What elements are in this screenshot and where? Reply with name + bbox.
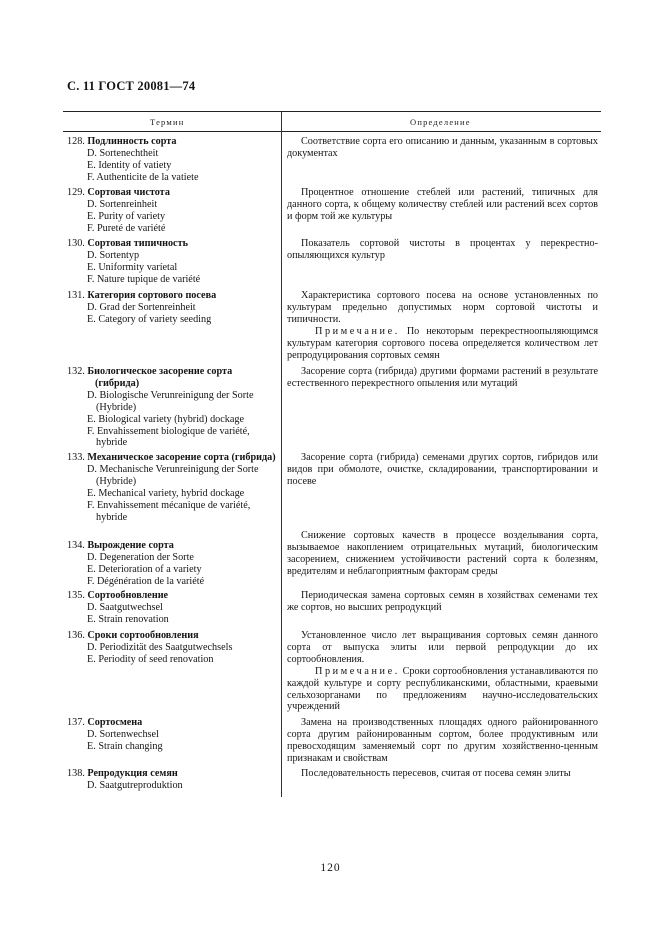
term-translation: D. Sortentyp: [87, 249, 140, 261]
term-cell: [67, 630, 277, 666]
term-translation: F. Pureté de variété: [87, 222, 166, 234]
term-cell: [67, 187, 277, 235]
term-translation: F. Envahissement biologique de variété, hybride: [87, 425, 250, 449]
term-cell: [67, 136, 277, 184]
term-russian-text: Вырождение сорта: [87, 540, 174, 551]
definition-text: Соответствие сорта его описанию и данным, указанным в сортовых документах: [287, 136, 598, 159]
definition-cell: [287, 238, 598, 262]
term-translation: E. Strain changing: [87, 740, 163, 752]
term-translation: F. Envahissement mécanique de variété, hybride: [87, 499, 251, 523]
table-header-rule: [63, 131, 601, 132]
definition-cell: [287, 187, 598, 223]
term-russian: [67, 768, 277, 780]
definition-text: Характеристика сортового посева на основе установленных по культурам предельно допустимых норм сортовой чистоты и типичности.: [287, 290, 598, 325]
note-paragraph: [287, 326, 598, 362]
term-translation: E. Uniformity varíetal: [87, 261, 178, 273]
definition-text: Установленное число лет выращивания сортовых семян данного сорта от выпуска элиты или первой репродукции до их сортообновления.: [287, 630, 598, 665]
term-translation: D. Grad der Sortenreinheit: [87, 301, 196, 313]
term-russian-text: Сортосмена: [87, 717, 143, 728]
definition-cell: [287, 768, 598, 780]
note-text: По некоторым перекрестноопыляющимся культурам категория сортового посева определяется количеством лет репродуцирования сортовых семян: [287, 325, 599, 361]
term-russian: [67, 187, 277, 199]
term-number: 137.: [67, 717, 85, 728]
term-russian: [67, 717, 277, 729]
term-russian-text: Биологическое засорение сорта (гибрида): [87, 366, 233, 389]
column-header-definition: Определение: [410, 117, 471, 127]
term-translation: D. Degeneration der Sorte: [87, 551, 194, 563]
term-number: 135.: [67, 590, 85, 601]
page-header: С. 11 ГОСТ 20081—74: [67, 79, 196, 93]
term-number: 132.: [67, 366, 85, 377]
definition-cell: [287, 136, 598, 160]
column-header-term: Термин: [150, 117, 185, 127]
term-russian-text: Сортообновление: [87, 590, 169, 601]
term-number: 129.: [67, 187, 85, 198]
term-russian: [67, 452, 277, 464]
term-translation: E. Strain renovation: [87, 613, 169, 625]
term-translation: F. Authenticite de la vatiete: [87, 171, 199, 183]
definition-text: Последовательность пересевов, считая от посева семян элиты: [301, 768, 571, 779]
term-translation: E. Identity of vatiety: [87, 159, 172, 171]
term-translation: F. Dégénération de la variété: [87, 575, 205, 587]
column-divider: [281, 112, 282, 797]
term-translation: E. Purity of variety: [87, 210, 166, 222]
definition-cell: [287, 290, 598, 361]
term-russian: [67, 630, 277, 642]
term-translation: D. Sortenechtheit: [87, 147, 159, 159]
term-translation: E. Deterioration of a variety: [87, 563, 202, 575]
term-translation: D. Biologische Verunreinigung der Sorte (Hybride): [87, 389, 254, 413]
term-russian-text: Сроки сортообновления: [87, 630, 199, 641]
note-paragraph: [287, 666, 598, 714]
term-translation: E. Category of variety seeding: [87, 313, 212, 325]
term-russian-text: Механическое засорение сорта (гибрида): [87, 452, 276, 463]
term-cell: [67, 590, 277, 626]
term-russian-text: Подлинность сорта: [87, 136, 177, 147]
term-russian-text: Сортовая чистота: [87, 187, 170, 198]
definition-text: Засорение сорта (гибрида) семенами других сортов, гибридов или видов при обмолоте, очистке, складировании, транспортировании и посеве: [287, 452, 598, 487]
definition-cell: [287, 366, 598, 390]
term-translation: D. Saatgutreproduktion: [87, 779, 183, 791]
definition-cell: [287, 530, 598, 578]
term-cell: [67, 366, 277, 449]
term-translation: D. Sortenreinheit: [87, 198, 158, 210]
definition-text: Процентное отношение стеблей или растений, типичных для данного сорта, к общему количеству стеблей или растений всех сортов и форм той же культуры: [287, 187, 598, 222]
note-text: Сроки сортообновления устанавливаются по каждой культуре и сорту республиканскими, областными, краевыми сельхозорганами по предложениям научно-исследовательских учреждений: [287, 665, 598, 713]
term-cell: [67, 290, 277, 326]
term-cell: [67, 238, 277, 286]
term-translation: D. Sortenwechsel: [87, 728, 159, 740]
definition-cell: [287, 630, 598, 713]
term-cell: [67, 452, 277, 523]
term-translation: D. Saatgutwechsel: [87, 601, 163, 613]
term-translation: E. Biological variety (hybrid) dockage: [87, 413, 245, 425]
term-russian: [67, 136, 277, 148]
term-cell: [67, 768, 277, 792]
term-translation: D. Periodizität des Saatgutwechsels: [87, 641, 233, 653]
term-russian: [67, 290, 277, 302]
page-number: 120: [320, 862, 341, 874]
definition-cell: [287, 590, 598, 614]
term-translation: E. Mechanical variety, hybrid dockage: [87, 487, 245, 499]
term-russian: [67, 590, 277, 602]
note-label: Примечание.: [315, 325, 400, 337]
term-russian: [67, 366, 277, 390]
term-russian-text: Категория сортового посева: [87, 290, 217, 301]
definition-text: Снижение сортовых качеств в процессе возделывания сорта, вызываемое накоплением отрицательных мутаций, биологическим засорением, снижением устойчивости растений сорта к болезням, вредителям и неблагоприятным факторам среды: [287, 530, 598, 577]
term-cell: [67, 540, 277, 588]
term-number: 138.: [67, 768, 85, 779]
definition-cell: [287, 452, 598, 488]
term-number: 136.: [67, 630, 85, 641]
term-translation: D. Mechanische Verunreinigung der Sorte (Hybride): [87, 463, 259, 487]
term-translation: E. Periodity of seed renovation: [87, 653, 214, 665]
term-number: 130.: [67, 238, 85, 249]
definition-text: Засорение сорта (гибрида) другими формами растений в результате естественного перекрестного опыления или мутаций: [287, 366, 598, 389]
definition-text: Показатель сортовой чистоты в процентах у перекрестно-опыляющихся культур: [287, 238, 598, 261]
term-russian-text: Репродукция семян: [87, 768, 178, 779]
term-number: 134.: [67, 540, 85, 551]
term-russian: [67, 238, 277, 250]
definition-text: Замена на производственных площадях одного районированного сорта другим районированным сортом, более продуктивным или превосходящим заменяемый сорт по другим хозяйственно-ценным признакам и свойствам: [287, 717, 598, 764]
term-number: 128.: [67, 136, 85, 147]
definition-cell: [287, 717, 598, 765]
table-top-rule: [63, 111, 601, 112]
term-cell: [67, 717, 277, 753]
term-russian-text: Сортовая типичность: [87, 238, 188, 249]
term-number: 133.: [67, 452, 85, 463]
note-label: Примечание.: [315, 665, 400, 677]
definition-text: Периодическая замена сортовых семян в хозяйствах семенами тех же сортов, но высших репродукций: [287, 590, 598, 613]
term-russian: [67, 540, 277, 552]
term-translation: F. Nature tupique de variété: [87, 273, 201, 285]
term-number: 131.: [67, 290, 85, 301]
